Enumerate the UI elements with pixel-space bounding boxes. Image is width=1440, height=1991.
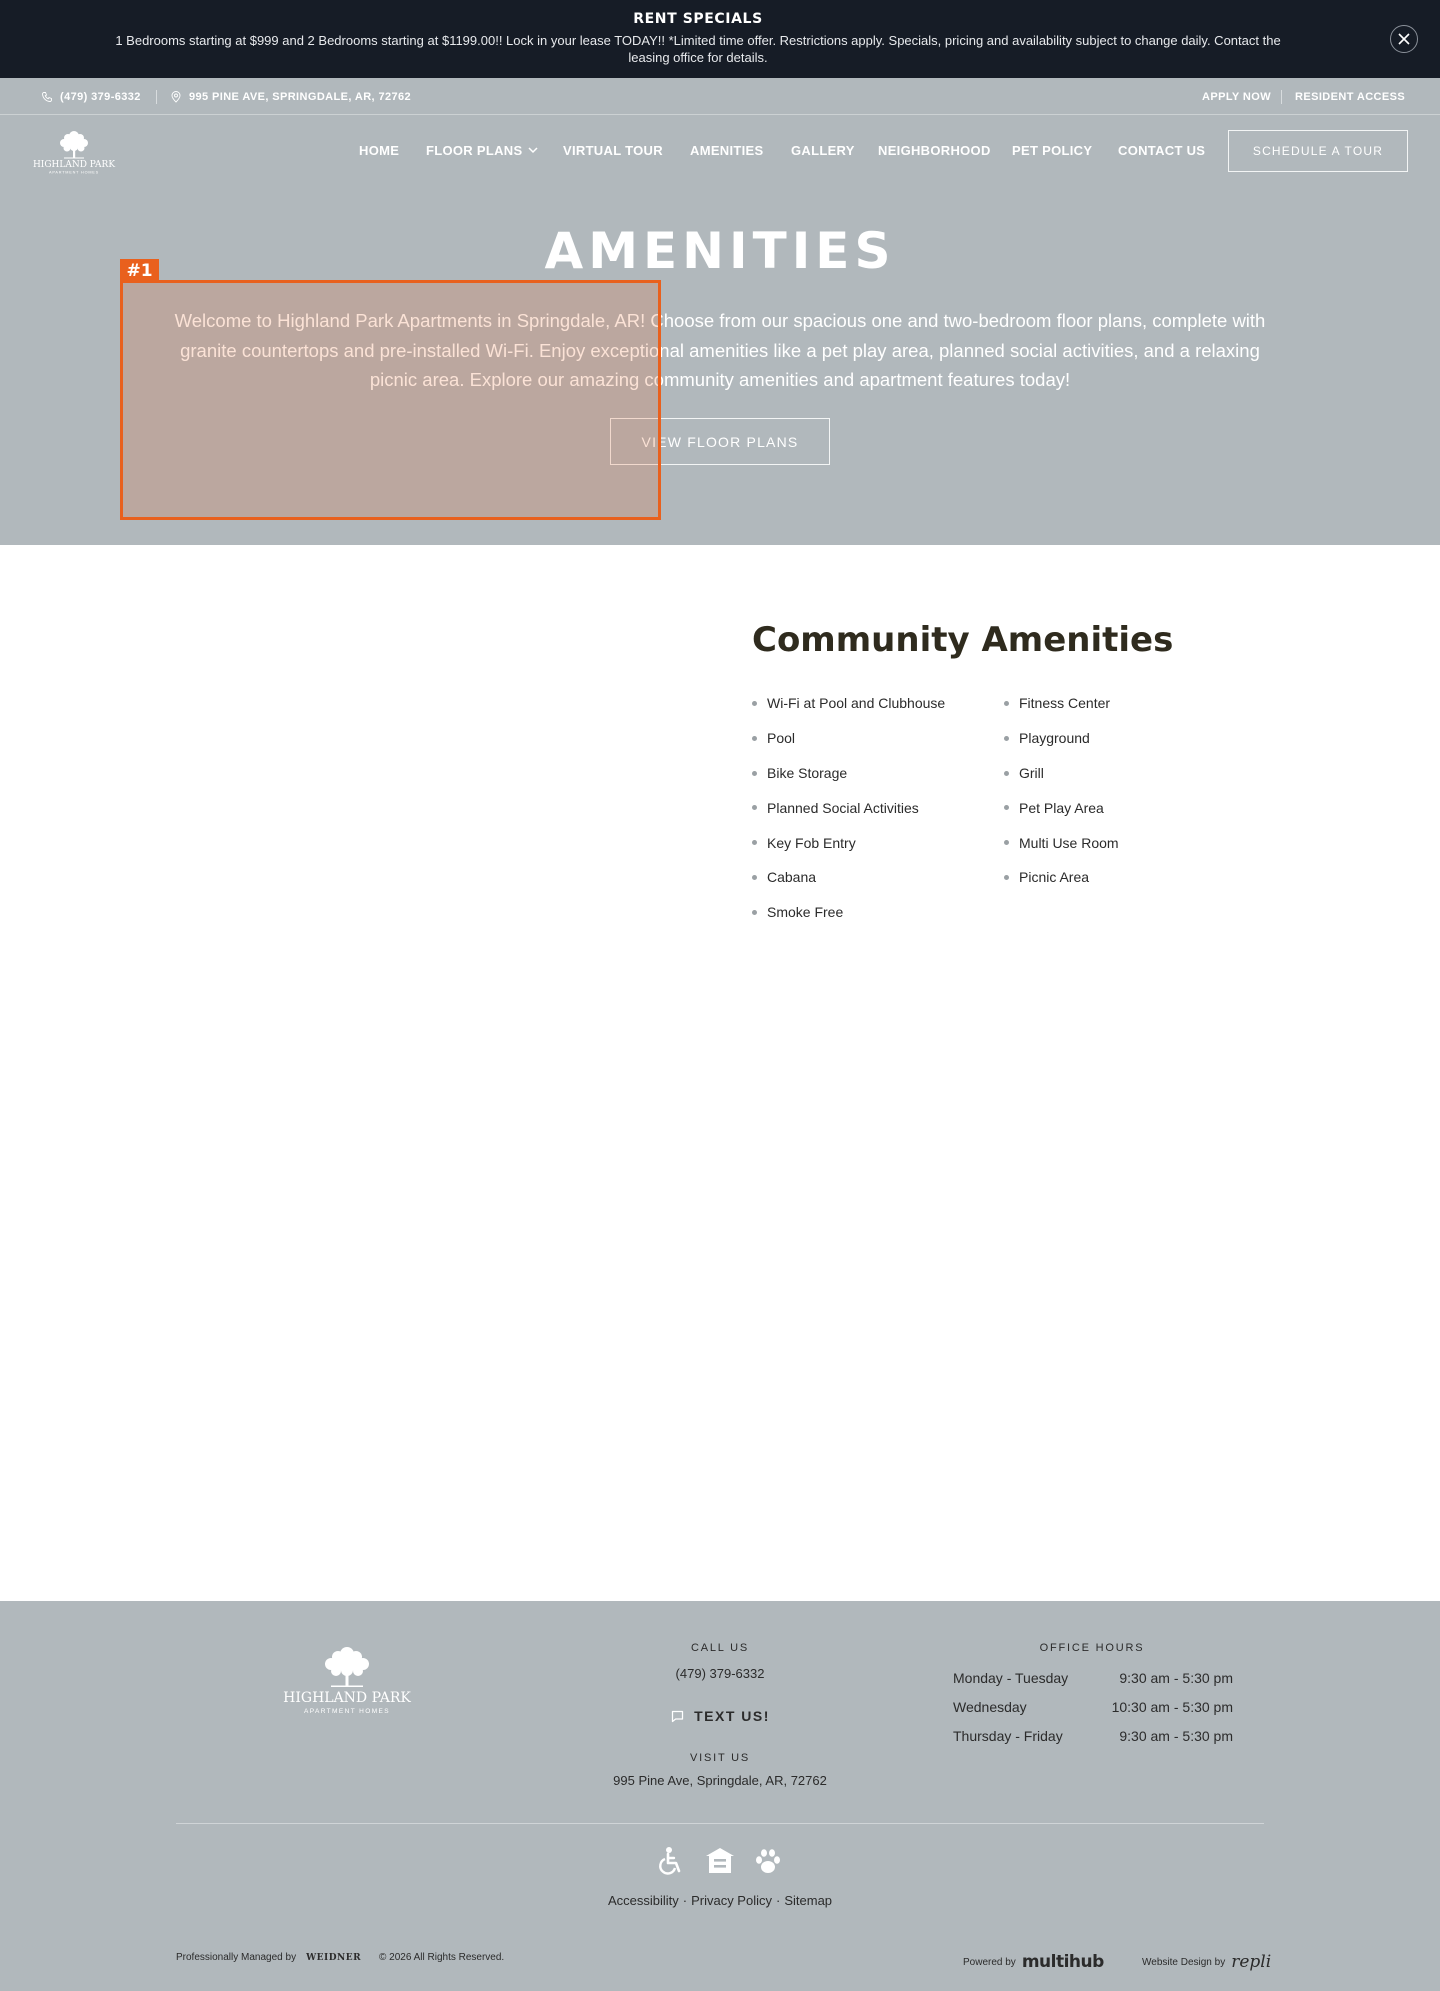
hours-time: 9:30 am - 5:30 pm xyxy=(1119,1670,1233,1686)
phone-icon xyxy=(41,91,53,103)
text-us-label: TEXT US! xyxy=(694,1708,770,1724)
site-footer xyxy=(0,1601,1440,1991)
utility-address-link[interactable] xyxy=(170,78,411,115)
design-by-label: Website Design by xyxy=(1142,1956,1226,1968)
hours-row xyxy=(953,1728,1233,1748)
managed-by-label: Professionally Managed by xyxy=(176,1952,297,1963)
amenity-item: Bike Storage xyxy=(752,756,945,791)
utility-divider xyxy=(1281,90,1282,104)
sitemap-link[interactable]: Sitemap xyxy=(784,1893,833,1908)
text-us-button[interactable] xyxy=(570,1706,870,1726)
website-design-by xyxy=(1142,1952,1271,1972)
footer-logo[interactable] xyxy=(277,1640,417,1720)
amenity-item: Cabana xyxy=(752,860,945,895)
weidner-logo[interactable]: WEIDNER xyxy=(306,1952,362,1963)
amenities-list-left xyxy=(752,686,945,930)
hours-days: Wednesday xyxy=(953,1699,1027,1715)
footer-logo-tagline: APARTMENT HOMES xyxy=(303,1708,391,1715)
main-nav xyxy=(0,130,1440,170)
nav-floor-plans-label: FLOOR PLANS xyxy=(426,142,523,158)
utility-phone-link[interactable] xyxy=(41,78,141,115)
utility-phone-text: (479) 379-6332 xyxy=(60,90,141,103)
apply-now-link[interactable]: APPLY NOW xyxy=(1202,90,1272,103)
amenity-item: Pet Play Area xyxy=(1004,790,1119,825)
amenity-item: Fitness Center xyxy=(1004,686,1119,721)
nav-virtual-tour[interactable]: VIRTUAL TOUR xyxy=(563,142,663,158)
hours-time: 10:30 am - 5:30 pm xyxy=(1111,1699,1233,1715)
nav-amenities[interactable]: AMENITIES xyxy=(690,142,764,158)
rent-specials-banner xyxy=(0,0,1440,78)
accessibility-link[interactable]: Accessibility xyxy=(607,1893,679,1908)
multihub-logo[interactable]: multihub xyxy=(1021,1952,1104,1972)
banner-close-button[interactable] xyxy=(1390,25,1418,53)
amenity-item: Pool xyxy=(752,721,945,756)
banner-text: 1 Bedrooms starting at $999 and 2 Bedrooms starting at $1199.00!! Lock in your lease TODAY!! *Limited time offer. Restrictions apply. Specials, pricing and availability subject to change daily. Contact the leasing office for details. xyxy=(115,33,1281,65)
logo-tagline: APARTMENT HOMES xyxy=(49,170,99,175)
utility-bar xyxy=(0,78,1440,115)
copyright: © 2026 All Rights Reserved. xyxy=(379,1952,505,1963)
nav-gallery[interactable]: GALLERY xyxy=(791,142,855,158)
hero-description: Welcome to Highland Park Apartments in Springdale, AR! Choose from our spacious one and two-bedroom floor plans, complete with granite countertops and pre-installed Wi-Fi. Enjoy exceptional amenities like a pet play area, planned social activities, and a relaxing picnic area. Explore our amazing community amenities and apartment features today! xyxy=(174,310,1266,390)
page-title: AMENITIES xyxy=(544,222,896,280)
powered-by xyxy=(963,1952,1104,1972)
banner-title: RENT SPECIALS xyxy=(633,11,763,27)
annotation-label: #1 xyxy=(120,259,159,283)
nav-neighborhood[interactable]: NEIGHBORHOOD xyxy=(878,142,991,158)
amenity-item: Smoke Free xyxy=(752,895,945,930)
location-pin-icon xyxy=(170,91,182,103)
amenity-item: Picnic Area xyxy=(1004,860,1119,895)
repli-logo[interactable]: repli xyxy=(1231,1952,1272,1972)
annotation-box xyxy=(120,280,661,520)
footer-logo-name: HIGHLAND PARK xyxy=(283,1690,411,1706)
hours-row xyxy=(953,1699,1233,1719)
chat-bubble-icon xyxy=(670,1709,685,1724)
privacy-policy-link[interactable]: Privacy Policy xyxy=(691,1893,772,1908)
schedule-tour-button[interactable]: SCHEDULE A TOUR xyxy=(1228,130,1408,172)
nav-contact-us[interactable]: CONTACT US xyxy=(1118,142,1206,158)
office-hours-label: OFFICE HOURS xyxy=(1039,1642,1145,1654)
equal-housing-icon xyxy=(705,1846,735,1876)
hours-time: 9:30 am - 5:30 pm xyxy=(1119,1728,1233,1744)
nav-floor-plans[interactable] xyxy=(426,130,539,170)
wheelchair-accessibility-icon xyxy=(656,1846,686,1876)
footer-address-link[interactable]: 995 Pine Ave, Springdale, AR, 72762 xyxy=(613,1773,827,1788)
logo-name: HIGHLAND PARK xyxy=(32,160,116,170)
managed-by xyxy=(176,1952,361,1963)
view-floor-plans-button[interactable]: VIEW FLOOR PLANS xyxy=(610,418,830,465)
visit-us-label: VISIT US xyxy=(689,1752,751,1764)
utility-address-text: 995 PINE AVE, SPRINGDALE, AR, 72762 xyxy=(189,90,412,103)
powered-by-label: Powered by xyxy=(963,1956,1016,1968)
chevron-down-icon xyxy=(527,144,539,156)
footer-links: Accessibility · Privacy Policy · Sitemap xyxy=(607,1893,833,1908)
hours-days: Monday - Tuesday xyxy=(953,1670,1069,1686)
footer-divider xyxy=(176,1823,1264,1824)
hours-days: Thursday - Friday xyxy=(953,1728,1063,1744)
amenity-item: Wi-Fi at Pool and Clubhouse xyxy=(752,686,945,721)
nav-pet-policy[interactable]: PET POLICY xyxy=(1012,142,1093,158)
close-icon xyxy=(1398,33,1410,45)
amenity-item: Grill xyxy=(1004,756,1119,791)
amenity-item: Planned Social Activities xyxy=(752,790,945,825)
nav-home[interactable]: HOME xyxy=(359,142,400,158)
hours-row xyxy=(953,1670,1233,1690)
amenities-list-right xyxy=(1004,686,1119,895)
community-amenities-heading: Community Amenities xyxy=(752,620,1174,660)
amenity-item: Playground xyxy=(1004,721,1119,756)
footer-phone-link[interactable]: (479) 379-6332 xyxy=(675,1666,765,1681)
pet-friendly-paw-icon xyxy=(753,1846,783,1876)
utility-divider xyxy=(156,90,157,104)
call-us-label: CALL US xyxy=(690,1642,750,1654)
amenity-item: Key Fob Entry xyxy=(752,825,945,860)
amenity-item: Multi Use Room xyxy=(1004,825,1119,860)
resident-access-link[interactable]: RESIDENT ACCESS xyxy=(1295,90,1406,103)
